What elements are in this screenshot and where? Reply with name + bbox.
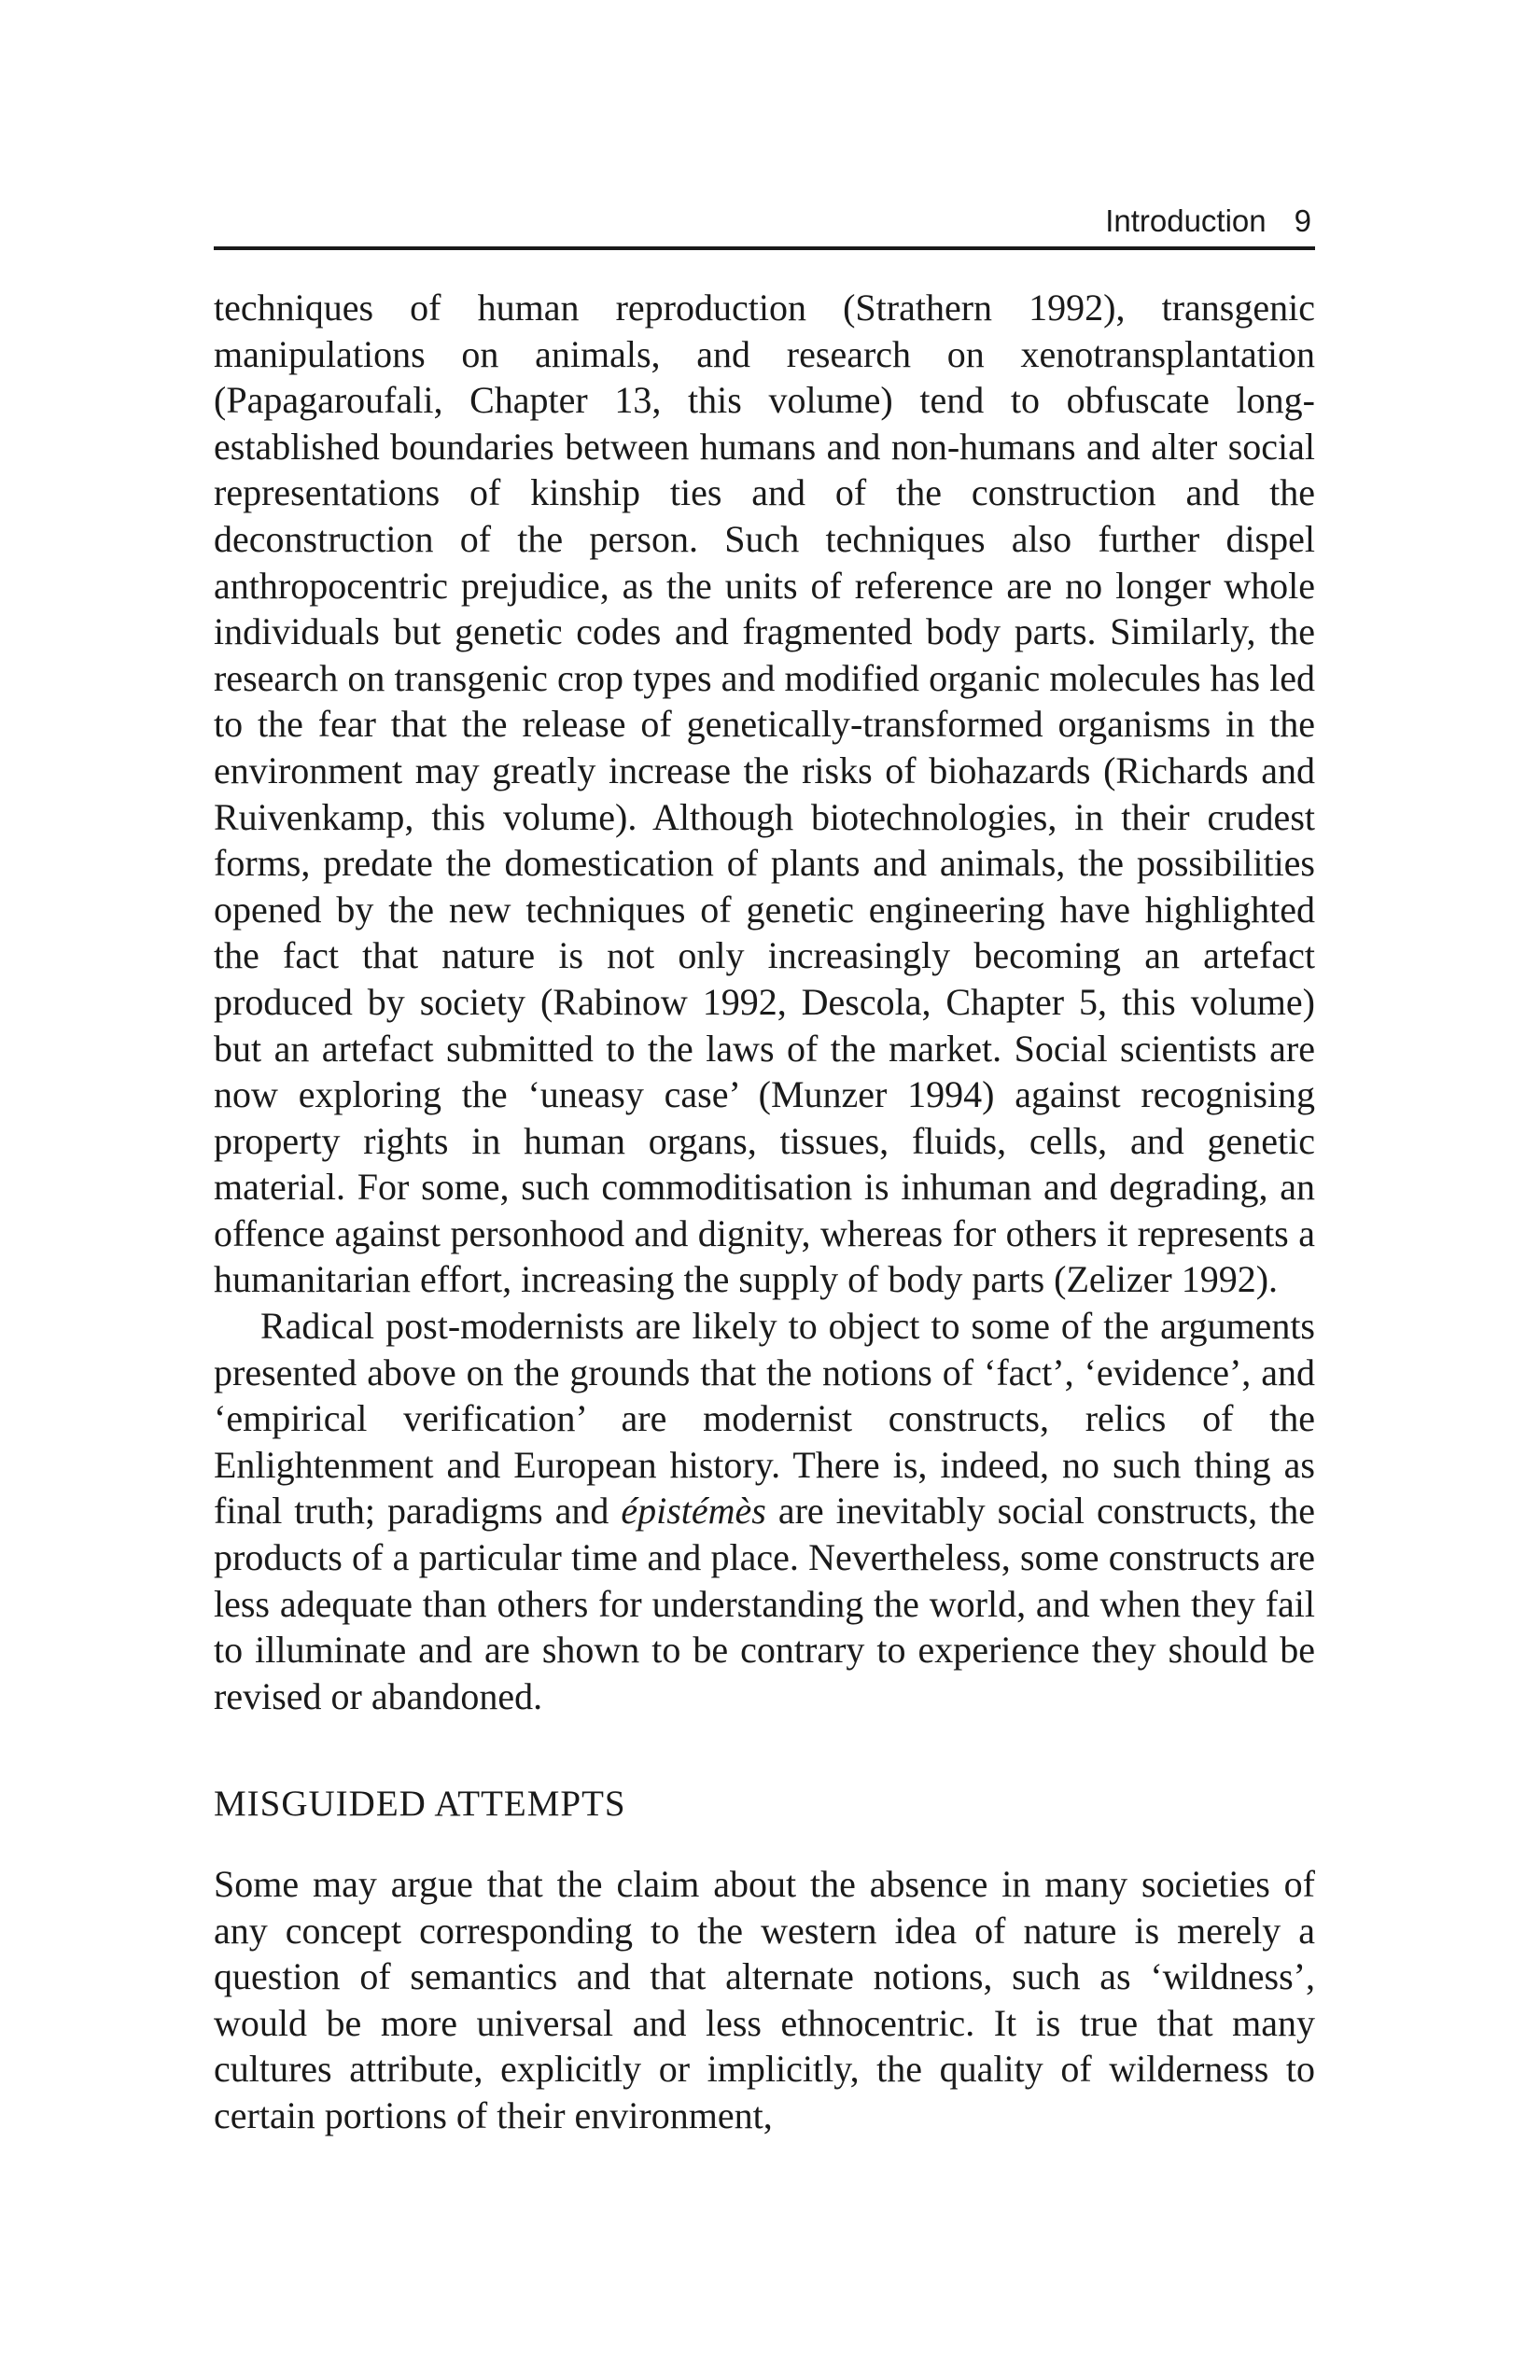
italic-term: épistémès [621,1490,766,1533]
page-number: 9 [1294,203,1311,238]
paragraph-text-part: Radical post-modernists are likely to object to some of the arguments presented above on the grounds that the notions of ‘fact’, ‘evidence’, and ‘empirical verification’ are modernist constructs, relics of the Enlightenment and European history. There is, indeed, no such thing as final truth; paradigms and [214,1305,1315,1533]
running-header [214,203,1315,250]
body-text [214,285,1315,2139]
running-title: Introduction [1105,203,1267,238]
section-heading: MISGUIDED ATTEMPTS [214,1784,626,1825]
paragraph-misguided-attempts: Some may argue that the claim about the absence in many societies of any concept corresponding to the western idea of nature is merely a question of semantics and that alternate notions, such as ‘wildness’, would be more universal and less ethnocentric. It is true that many cultures attribute, explicitly or implicitly, the quality of wilderness to certain portions of their environment, [214,1863,1315,2136]
paragraph-continued: techniques of human reproduction (Strathern 1992), transgenic manipulations on animals, and research on xenotransplantation (Papagaroufali, Chapter 13, this volume) tend to obfuscate long-established boundaries between humans and non-humans and alter social representations of kinship ties and of the construction and the deconstruction of the person. Such techniques also further dispel anthropocentric prejudice, as the units of reference are no longer whole individuals but genetic codes and fragmented body parts. Similarly, the research on transgenic crop types and modified organic molecules has led to the fear that the release of genetically-transformed organisms in the environment may greatly increase the risks of biohazards (Richards and Ruivenkamp, this volume). Although biotechnologies, in their crudest forms, predate the domestication of plants and animals, the possibilities opened by the new techniques of genetic engineering have highlighted the fact that nature is not only increasingly becoming an artefact produced by society (Rabinow 1992, Descola, Chapter 5, this volume) but an artefact submitted to the laws of the market. Social scientists are now exploring the ‘uneasy case’ (Munzer 1994) against recognising property rights in human organs, tissues, fluids, cells, and genetic material. For some, such commoditisation is inhuman and degrading, an offence against personhood and dignity, whereas for others it represents a humanitarian effort, increasing the supply of body parts (Zelizer 1992). [214,287,1315,1301]
paragraph-post-modernists [214,1303,1315,1719]
paragraph-text-part: are inevitably social constructs, the products of a particular time and place. Nevertheless, some constructs are less adequate than others for understanding the world, and when they fail to illuminate and are shown to be contrary to experience they should be revised or abandoned. [214,1490,1315,1717]
